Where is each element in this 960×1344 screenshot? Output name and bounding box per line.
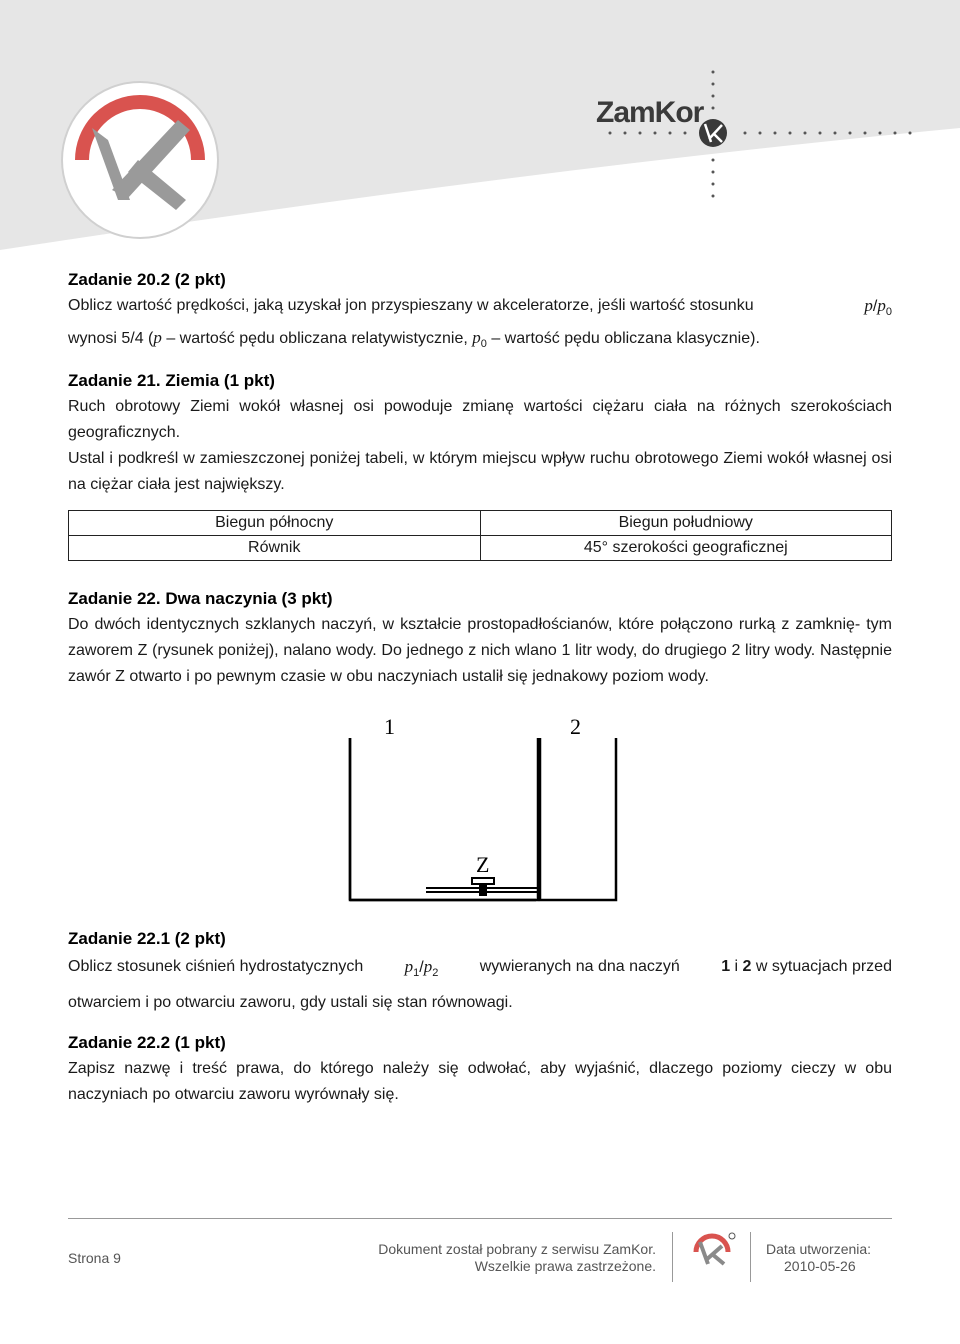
task-20-2-line1: Oblicz wartość prędkości, jaką uzyskał jon przyspieszany w akceleratorze, jeśli wartość stosunku $p/p_0$ <box>68 293 892 325</box>
task-22 <box>68 586 892 690</box>
two-vessels-figure <box>338 708 628 913</box>
footer-divider <box>68 1218 892 1219</box>
task-22-2-para: Zapisz nazwę i treść prawa, do którego należy się odwołać, aby wyjaśnić, dlaczego poziomy cieczy w obu naczyniach po otwarciu zaworu wyrównały się. <box>68 1060 892 1103</box>
ratio-p-over-p0: $p/p_0$ <box>864 296 892 319</box>
vessel-1-label: 1 <box>384 714 395 739</box>
task-21 <box>68 368 892 498</box>
zamkor-emblem-icon <box>62 82 218 238</box>
ratio-p1-over-p2: $p_1/p_2$ <box>404 957 439 980</box>
page-number: Strona 9 <box>68 1250 121 1266</box>
task-20-2 <box>68 267 892 357</box>
task-20-2-line2: wynosi 5/4 (p – wartość pędu obliczana relatywistycznie, $p_0$ – wartość pędu obliczana klasycznie). <box>68 328 760 351</box>
task-21-para1: Ruch obrotowy Ziemi wokół własnej osi powoduje zmianę wartości ciężaru ciała na różnych szerokościach geograficznych. <box>68 398 892 441</box>
valve-icon <box>472 878 494 884</box>
vessel-2-label: 2 <box>570 714 581 739</box>
footer-divider-vertical-2 <box>750 1232 751 1282</box>
footer-date: Data utworzenia: 2010-05-26 <box>766 1241 872 1274</box>
option-south-pole[interactable]: Biegun południowy <box>480 511 892 536</box>
task-22-1 <box>68 926 892 1016</box>
task-22-2 <box>68 1030 892 1108</box>
footer-logo-icon <box>690 1230 738 1270</box>
valve-label: Z <box>476 852 490 877</box>
table-row <box>69 536 892 561</box>
brand-name: ZamKor <box>596 96 704 129</box>
task-22-2-title: Zadanie 22.2 (1 pkt) <box>68 1033 226 1052</box>
task-21-title: Zadanie 21. Ziemia (1 pkt) <box>68 371 275 390</box>
option-north-pole[interactable]: Biegun północny <box>69 511 481 536</box>
task-21-para2: Ustal i podkreśl w zamieszczonej poniżej tabeli, w którym miejscu wpływ ruchu obrotowego Ziemi wokół własnej osi na ciężar ciała jest największy. <box>68 450 892 493</box>
task-22-1-title: Zadanie 22.1 (2 pkt) <box>68 929 226 948</box>
option-equator[interactable]: Równik <box>69 536 481 561</box>
task-22-1-line2: otwarciem i po otwarciu zaworu, gdy ustali się stan równowagi. <box>68 994 513 1012</box>
task-22-title: Zadanie 22. Dwa naczynia (3 pkt) <box>68 589 333 608</box>
vessels-diagram <box>338 708 628 908</box>
task-22-1-line1: Oblicz stosunek ciśnień hydrostatycznych $p_1/p_2$ wywieranych na dna naczyń 1 i 2 w sytuacjach przed <box>68 952 892 988</box>
location-options-table <box>68 510 892 561</box>
footer-source: Dokument został pobrany z serwisu ZamKor. Wszelkie prawa zastrzeżone. <box>378 1241 656 1274</box>
page-header <box>0 0 960 250</box>
task-20-2-title: Zadanie 20.2 (2 pkt) <box>68 270 226 289</box>
task-22-para1: Do dwóch identycznych szklanych naczyń, w kształcie prostopadłościanów, które połączono rurką z zamknię- tym zaworem Z (rysunek poniżej), nalano wody. Do jednego z nich wlano 1 litr wody, do drugiego 2 litry wody. Następnie zawór Z otwarto i po pewnym czasie w obu naczyniach ustalił się jednakowy poziom wody. <box>68 616 892 685</box>
header-background <box>0 0 960 250</box>
table-row <box>69 511 892 536</box>
option-45-latitude[interactable]: 45° szerokości geograficznej <box>480 536 892 561</box>
footer-divider-vertical <box>672 1232 673 1282</box>
